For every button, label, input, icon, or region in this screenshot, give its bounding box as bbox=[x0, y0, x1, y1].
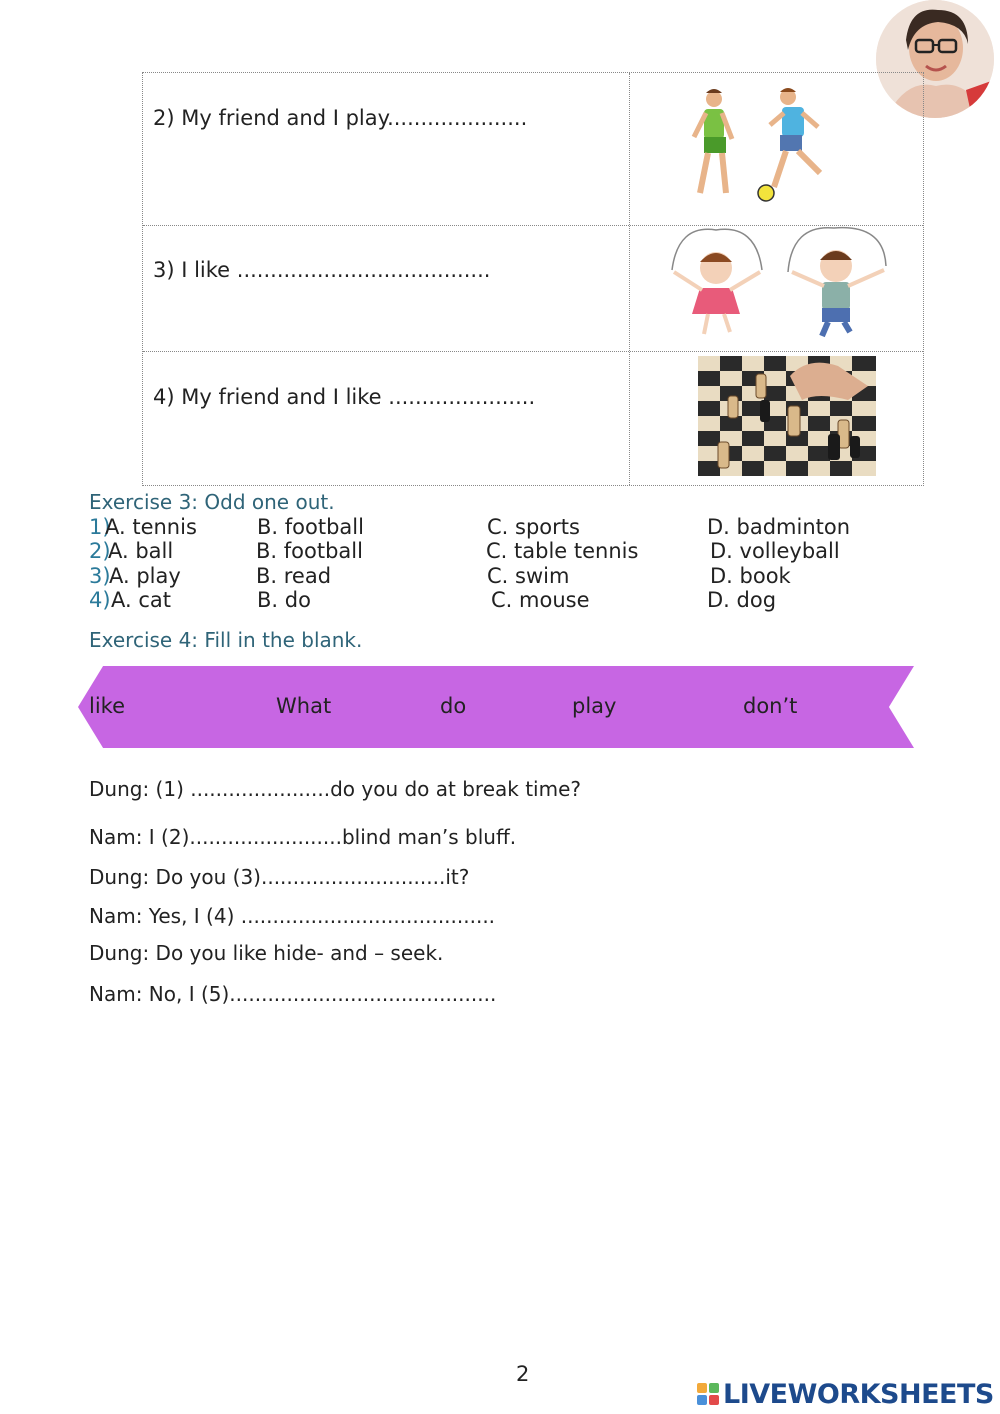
dialogue-line-1: Dung: (1) ......................do you do at break time? bbox=[89, 777, 582, 801]
table-row bbox=[143, 226, 923, 352]
question-number: 2) bbox=[89, 539, 111, 563]
option-d: D. book bbox=[710, 564, 791, 588]
option-c: C. sports bbox=[487, 515, 580, 539]
football-players-image bbox=[670, 87, 846, 207]
option-b: B. football bbox=[257, 515, 364, 539]
option-d: D. volleyball bbox=[710, 539, 840, 563]
sentence-2: 2) My friend and I play..................... bbox=[153, 106, 528, 130]
skipping-rope-children-image bbox=[658, 226, 894, 342]
option-c: C. mouse bbox=[491, 588, 590, 612]
word-bank-item: What bbox=[276, 694, 332, 718]
liveworksheets-logo[interactable] bbox=[697, 1378, 994, 1410]
table-row bbox=[143, 352, 923, 485]
option-a: A. cat bbox=[111, 588, 171, 612]
option-a: A. play bbox=[109, 564, 181, 588]
option-a: A. ball bbox=[108, 539, 174, 563]
page-number: 2 bbox=[516, 1362, 530, 1386]
dialogue-line-6: Nam: No, I (5).......................................... bbox=[89, 982, 497, 1006]
question-number: 3) bbox=[89, 564, 111, 588]
dialogue-line-2: Nam: I (2)........................blind man’s bluff. bbox=[89, 825, 517, 849]
table-row bbox=[143, 73, 923, 226]
question-number: 4) bbox=[89, 588, 111, 612]
option-d: D. badminton bbox=[707, 515, 851, 539]
option-b: B. do bbox=[257, 588, 311, 612]
option-c: C. table tennis bbox=[486, 539, 639, 563]
option-c: C. swim bbox=[487, 564, 570, 588]
word-bank-item: do bbox=[440, 694, 467, 718]
exercise2-table bbox=[142, 72, 924, 486]
word-bank-item: don’t bbox=[743, 694, 798, 718]
exercise3-heading: Exercise 3: Odd one out. bbox=[89, 490, 335, 514]
exercise4-heading: Exercise 4: Fill in the blank. bbox=[89, 628, 363, 652]
option-a: A. tennis bbox=[105, 515, 197, 539]
option-b: B. football bbox=[256, 539, 363, 563]
question-number: 1) bbox=[89, 515, 111, 539]
logo-text: LIVEWORKSHEETS bbox=[723, 1378, 994, 1410]
option-b: B. read bbox=[256, 564, 332, 588]
sentence-4: 4) My friend and I like ...................... bbox=[153, 385, 536, 409]
word-bank-item: like bbox=[89, 694, 126, 718]
logo-grid-icon bbox=[697, 1383, 719, 1405]
chess-board-image bbox=[698, 356, 876, 476]
word-bank-item: play bbox=[572, 694, 617, 718]
dialogue-line-3: Dung: Do you (3).............................it? bbox=[89, 865, 470, 889]
dialogue-line-5: Dung: Do you like hide- and – seek. bbox=[89, 941, 444, 965]
sentence-3: 3) I like ...................................... bbox=[153, 258, 491, 282]
dialogue-line-4: Nam: Yes, I (4) ........................................ bbox=[89, 904, 496, 928]
option-d: D. dog bbox=[707, 588, 777, 612]
